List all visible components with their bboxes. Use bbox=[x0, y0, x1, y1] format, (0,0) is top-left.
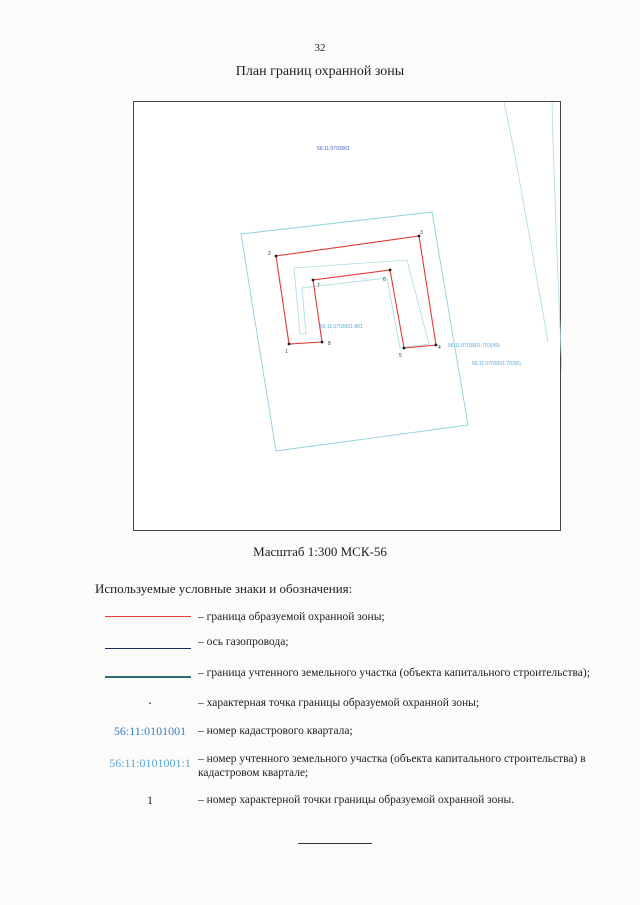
legend-desc: – граница образуемой охранной зоны; bbox=[198, 611, 385, 623]
parcel-number-sample: 56:11:0101001:1 bbox=[109, 756, 191, 770]
legend-desc: – номер учтенного земельного участка (объекта капитального строительства) в кадастровом квартале; bbox=[198, 753, 586, 779]
legend-desc: – номер кадастрового квартала; bbox=[198, 725, 353, 737]
point-label-3: 3 bbox=[420, 230, 423, 236]
boundary-point-1 bbox=[288, 343, 291, 346]
map-drawing bbox=[134, 102, 562, 532]
quarter-label: 56:11:0703001 bbox=[317, 146, 350, 152]
parcel-label-inner: 56:11:0703001:881 bbox=[320, 324, 363, 330]
parcel-label-right-1: 56:11:0703001:703(49) bbox=[448, 343, 500, 349]
page-title: План границ охранной зоны bbox=[235, 64, 405, 79]
road-edge-line bbox=[552, 102, 562, 372]
point-label-2: 2 bbox=[268, 251, 271, 257]
road-edge-line bbox=[504, 102, 548, 342]
point-label-6: 6 bbox=[383, 277, 386, 283]
quarter-number-sample: 56:11:0101001 bbox=[113, 724, 187, 738]
boundary-point-4 bbox=[435, 344, 438, 347]
zone-boundary-swatch bbox=[105, 616, 191, 617]
legend-desc: – ось газопровода; bbox=[198, 636, 289, 648]
boundary-plan-map bbox=[133, 101, 561, 531]
page-number: 32 bbox=[314, 42, 326, 54]
boundary-point-7 bbox=[312, 279, 315, 282]
legend-desc: – номер характерной точки границы образуемой охранной зоны. bbox=[198, 794, 515, 806]
point-label-5: 5 bbox=[399, 353, 402, 359]
point-swatch: . bbox=[148, 693, 152, 708]
boundary-point-6 bbox=[389, 269, 392, 272]
point-number-sample: 1 bbox=[147, 793, 153, 807]
point-label-4: 4 bbox=[438, 345, 441, 351]
point-label-7: 7 bbox=[317, 283, 320, 289]
point-label-1: 1 bbox=[285, 349, 288, 355]
boundary-point-8 bbox=[321, 341, 324, 344]
legend-desc: – характерная точка границы образуемой охранной зоны; bbox=[198, 697, 480, 709]
parcel-boundary-swatch bbox=[105, 676, 191, 678]
scale-caption: Масштаб 1:300 МСК-56 bbox=[253, 544, 387, 559]
point-label-8: 8 bbox=[328, 341, 331, 347]
parcel-label-right-2: 56:11:0703001:703(6) bbox=[472, 361, 521, 367]
boundary-point-5 bbox=[403, 347, 406, 350]
bottom-divider bbox=[298, 843, 372, 844]
gas-axis-swatch bbox=[105, 648, 191, 649]
boundary-point-2 bbox=[275, 255, 278, 258]
legend-desc: – граница учтенного земельного участка (объекта капитального строительства); bbox=[198, 667, 590, 679]
legend-heading: Используемые условные знаки и обозначения: bbox=[95, 581, 353, 596]
